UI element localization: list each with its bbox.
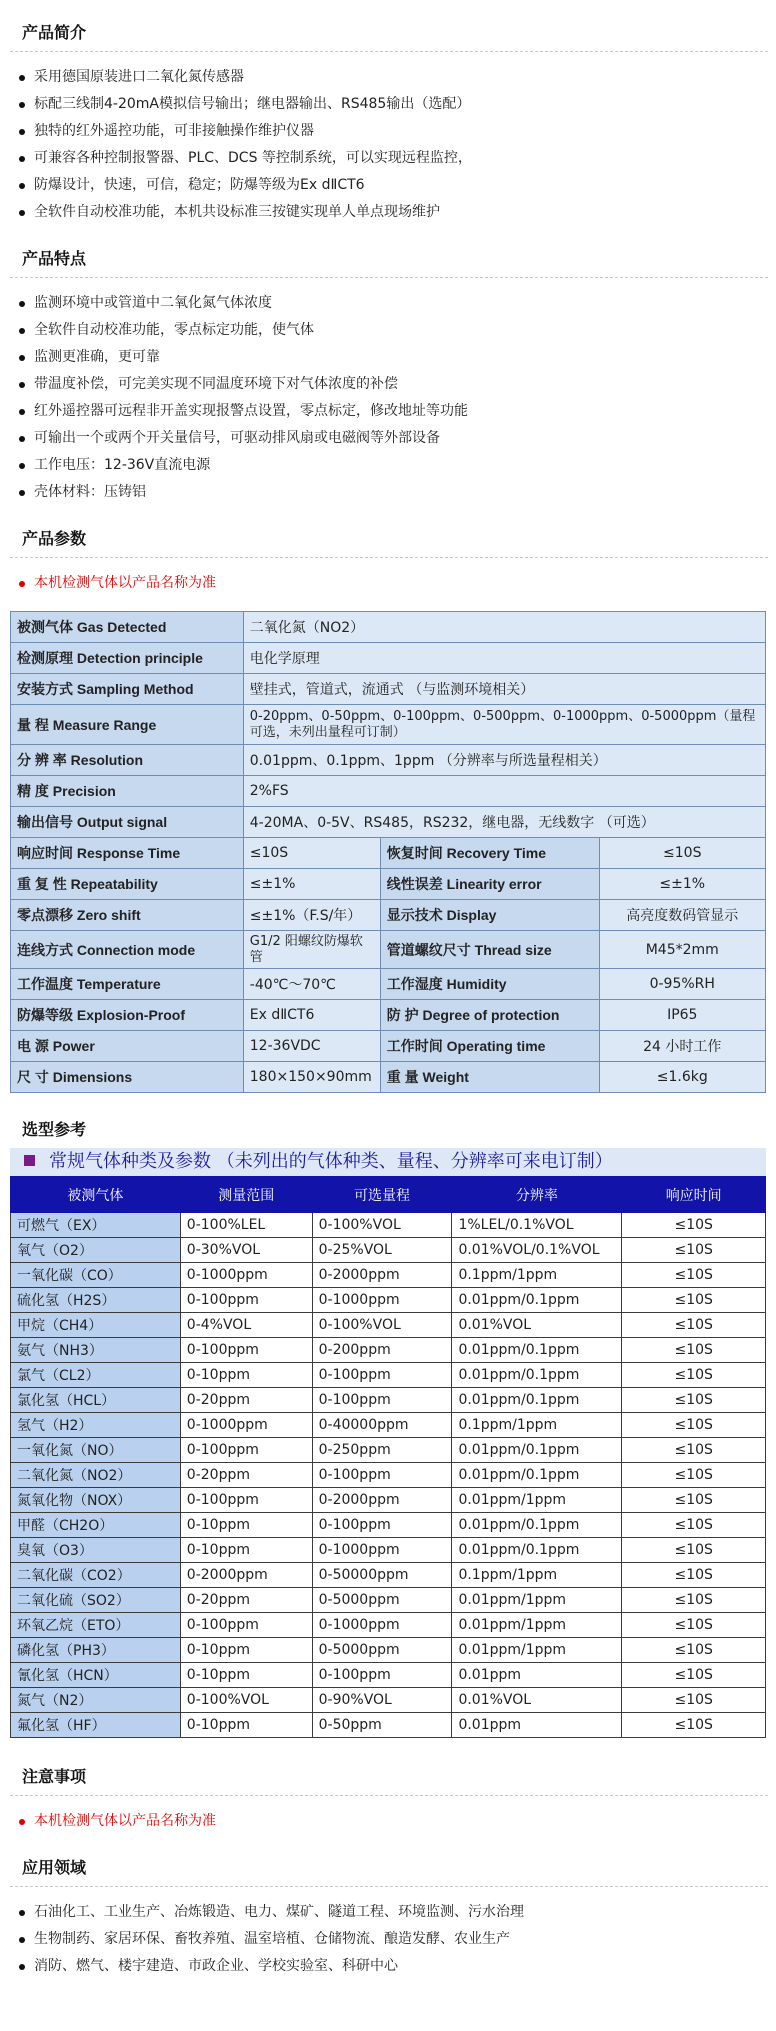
column-header: 可选量程 — [312, 1177, 452, 1213]
table-row — [11, 1363, 766, 1388]
gas-value-cell: 0-100ppm — [180, 1288, 312, 1313]
gas-value-cell: 0.01%VOL/0.1%VOL — [452, 1238, 622, 1263]
gas-value-cell: 0-100ppm — [180, 1488, 312, 1513]
selection-title: 选型参考 — [22, 1120, 87, 1139]
param-value: G1/2 阳螺纹防爆软管 — [243, 931, 380, 969]
table-row — [11, 807, 766, 838]
table-row — [11, 1563, 766, 1588]
table-row — [11, 1513, 766, 1538]
gas-value-cell: 0-20ppm — [180, 1588, 312, 1613]
gas-value-cell: 0-5000ppm — [312, 1638, 452, 1663]
gas-value-cell: 0-200ppm — [312, 1338, 452, 1363]
gas-banner-text: 常规气体种类及参数 （未列出的气体种类、量程、分辨率可来电订制） — [49, 1151, 613, 1172]
param-value: 0.01ppm、0.1ppm、1ppm （分辨率与所选量程相关） — [243, 745, 765, 776]
gas-value-cell: 0-5000ppm — [312, 1588, 452, 1613]
table-row — [11, 1413, 766, 1438]
gas-value-cell: 0-2000ppm — [180, 1563, 312, 1588]
gas-value-cell: 0.01ppm — [452, 1713, 622, 1738]
param-label: 分 辨 率 Resolution — [11, 745, 244, 776]
gas-value-cell: 0-1000ppm — [312, 1613, 452, 1638]
gas-name-cell: 甲醛（CH2O） — [11, 1513, 181, 1538]
gas-name-cell: 甲烷（CH4） — [11, 1313, 181, 1338]
param-value: 2%FS — [243, 776, 765, 807]
param-label: 安装方式 Sampling Method — [11, 674, 244, 705]
param-value: 12-36VDC — [243, 1031, 380, 1062]
table-row — [11, 1031, 766, 1062]
gas-value-cell: 0-100ppm — [180, 1438, 312, 1463]
param-label: 防 护 Degree of protection — [380, 1000, 599, 1031]
gas-value-cell: 0-2000ppm — [312, 1488, 452, 1513]
param-label: 恢复时间 Recovery Time — [380, 838, 599, 869]
list-item: 本机检测气体以产品名称为准 — [34, 1808, 768, 1835]
param-value: 4-20MA、0-5V、RS485，RS232，继电器，无线数字 （可选） — [243, 807, 765, 838]
column-header: 分辨率 — [452, 1177, 622, 1213]
list-item: 生物制药、家居环保、畜牧养殖、温室培植、仓储物流、酿造发酵、农业生产 — [34, 1926, 768, 1953]
gas-name-cell: 二氧化碳（CO2） — [11, 1563, 181, 1588]
gas-value-cell: ≤10S — [622, 1538, 766, 1563]
gas-name-cell: 氮氧化物（NOX） — [11, 1488, 181, 1513]
table-row — [11, 1062, 766, 1093]
param-value: ≤±1% — [243, 869, 380, 900]
param-value: 24 小时工作 — [599, 1031, 765, 1062]
gas-name-cell: 氮气（N2） — [11, 1688, 181, 1713]
param-label: 响应时间 Response Time — [11, 838, 244, 869]
gas-value-cell: 0.01ppm/1ppm — [452, 1613, 622, 1638]
param-label: 零点漂移 Zero shift — [11, 900, 244, 931]
gas-name-cell: 一氧化碳（CO） — [11, 1263, 181, 1288]
table-row — [11, 931, 766, 969]
table-row — [11, 1688, 766, 1713]
table-row — [11, 1338, 766, 1363]
gas-value-cell: 0.01ppm/1ppm — [452, 1588, 622, 1613]
list-item: 工作电压：12-36V直流电源 — [34, 452, 768, 479]
param-value: ≤10S — [243, 838, 380, 869]
gas-name-cell: 氨气（NH3） — [11, 1338, 181, 1363]
gas-value-cell: 0.01ppm/0.1ppm — [452, 1388, 622, 1413]
gas-value-cell: ≤10S — [622, 1688, 766, 1713]
params-note: 本机检测气体以产品名称为准 — [34, 570, 768, 597]
list-item: 全软件自动校准功能，零点标定功能，使气体 — [34, 317, 768, 344]
gas-value-cell: 0.01ppm/0.1ppm — [452, 1513, 622, 1538]
features-title: 产品特点 — [10, 226, 768, 278]
table-row — [11, 838, 766, 869]
param-label: 重 复 性 Repeatability — [11, 869, 244, 900]
param-value: 电化学原理 — [243, 643, 765, 674]
param-label: 电 源 Power — [11, 1031, 244, 1062]
gas-name-cell: 氯化氢（HCL） — [11, 1388, 181, 1413]
gas-value-cell: 0-10ppm — [180, 1713, 312, 1738]
gas-name-cell: 硫化氢（H2S） — [11, 1288, 181, 1313]
list-item: 防爆设计，快速，可信，稳定；防爆等级为Ex dⅡCT6 — [34, 172, 768, 199]
list-item: 监测更准确，更可靠 — [34, 344, 768, 371]
list-item: 独特的红外遥控功能，可非接触操作维护仪器 — [34, 118, 768, 145]
gas-value-cell: 0-90%VOL — [312, 1688, 452, 1713]
table-row — [11, 1588, 766, 1613]
gas-value-cell: ≤10S — [622, 1413, 766, 1438]
table-row — [11, 1438, 766, 1463]
gas-value-cell: 0-10ppm — [180, 1363, 312, 1388]
gas-value-cell: 0-50ppm — [312, 1713, 452, 1738]
gas-value-cell: ≤10S — [622, 1613, 766, 1638]
gas-value-cell: ≤10S — [622, 1388, 766, 1413]
param-label: 重 量 Weight — [380, 1062, 599, 1093]
list-item: 采用德国原装进口二氧化氮传感器 — [34, 64, 768, 91]
gas-value-cell: 0.01%VOL — [452, 1313, 622, 1338]
params-note-list — [10, 570, 768, 597]
gas-value-cell: 0.01ppm/0.1ppm — [452, 1363, 622, 1388]
notes-title: 注意事项 — [10, 1738, 768, 1796]
param-value: ≤±1% — [599, 869, 765, 900]
param-value: Ex dⅡCT6 — [243, 1000, 380, 1031]
gas-value-cell: 0-10ppm — [180, 1663, 312, 1688]
table-row — [11, 1213, 766, 1238]
table-row — [11, 869, 766, 900]
gas-banner — [10, 1148, 766, 1176]
gas-value-cell: 0-100ppm — [312, 1388, 452, 1413]
gas-value-cell: ≤10S — [622, 1238, 766, 1263]
gas-value-cell: 0.01ppm/0.1ppm — [452, 1463, 622, 1488]
table-row — [11, 1263, 766, 1288]
gas-value-cell: 0-100%LEL — [180, 1213, 312, 1238]
column-header: 被测气体 — [11, 1177, 181, 1213]
gas-value-cell: ≤10S — [622, 1638, 766, 1663]
param-label: 输出信号 Output signal — [11, 807, 244, 838]
gas-value-cell: 0-1000ppm — [312, 1538, 452, 1563]
table-row — [11, 705, 766, 745]
list-item: 标配三线制4-20mA模拟信号输出；继电器输出、RS485输出（选配） — [34, 91, 768, 118]
intro-title: 产品简介 — [10, 0, 768, 52]
gas-value-cell: ≤10S — [622, 1513, 766, 1538]
gas-value-cell: 0.01ppm/0.1ppm — [452, 1538, 622, 1563]
list-item: 石油化工、工业生产、冶炼锻造、电力、煤矿、隧道工程、环境监测、污水治理 — [34, 1899, 768, 1926]
table-row — [11, 612, 766, 643]
gas-table-body — [11, 1213, 766, 1738]
gas-value-cell: 0-25%VOL — [312, 1238, 452, 1263]
table-row — [11, 969, 766, 1000]
gas-value-cell: 0-250ppm — [312, 1438, 452, 1463]
param-value: 180×150×90mm — [243, 1062, 380, 1093]
table-row — [11, 1288, 766, 1313]
gas-name-cell: 二氧化氮（NO2） — [11, 1463, 181, 1488]
list-item: 带温度补偿，可完美实现不同温度环境下对气体浓度的补偿 — [34, 371, 768, 398]
gas-name-cell: 环氧乙烷（ETO） — [11, 1613, 181, 1638]
params-table — [10, 611, 766, 1093]
gas-value-cell: 0-20ppm — [180, 1463, 312, 1488]
gas-value-cell: 0-40000ppm — [312, 1413, 452, 1438]
list-item: 可输出一个或两个开关量信号，可驱动排风扇或电磁阀等外部设备 — [34, 425, 768, 452]
table-row — [11, 745, 766, 776]
param-label: 工作湿度 Humidity — [380, 969, 599, 1000]
gas-value-cell: 0-100ppm — [180, 1613, 312, 1638]
param-value: IP65 — [599, 1000, 765, 1031]
param-value: 二氧化氮（NO2） — [243, 612, 765, 643]
gas-value-cell: 0-1000ppm — [180, 1263, 312, 1288]
param-value: ≤1.6kg — [599, 1062, 765, 1093]
gas-value-cell: 0.01ppm — [452, 1663, 622, 1688]
gas-value-cell: 0-100ppm — [312, 1513, 452, 1538]
list-item: 壳体材料：压铸铝 — [34, 479, 768, 506]
intro-list — [10, 64, 768, 226]
gas-value-cell: 0-1000ppm — [312, 1288, 452, 1313]
gas-table — [10, 1176, 766, 1738]
gas-value-cell: ≤10S — [622, 1213, 766, 1238]
gas-value-cell: ≤10S — [622, 1488, 766, 1513]
table-row — [11, 1000, 766, 1031]
param-value: 0-95%RH — [599, 969, 765, 1000]
gas-header-row — [11, 1177, 766, 1213]
gas-name-cell: 二氧化硫（SO2） — [11, 1588, 181, 1613]
params-title: 产品参数 — [10, 506, 768, 558]
gas-value-cell: 0.01%VOL — [452, 1688, 622, 1713]
list-item: 可兼容各种控制报警器、PLC、DCS 等控制系统，可以实现远程监控， — [34, 145, 768, 172]
gas-value-cell: 0.01ppm/0.1ppm — [452, 1288, 622, 1313]
param-value: -40℃～70℃ — [243, 969, 380, 1000]
gas-value-cell: 0-100ppm — [312, 1663, 452, 1688]
gas-name-cell: 氰化氢（HCN） — [11, 1663, 181, 1688]
gas-value-cell: 0.1ppm/1ppm — [452, 1563, 622, 1588]
gas-value-cell: 1%LEL/0.1%VOL — [452, 1213, 622, 1238]
gas-value-cell: 0-4%VOL — [180, 1313, 312, 1338]
gas-value-cell: ≤10S — [622, 1438, 766, 1463]
param-label: 检测原理 Detection principle — [11, 643, 244, 674]
table-row — [11, 1663, 766, 1688]
gas-name-cell: 可燃气（EX） — [11, 1213, 181, 1238]
gas-value-cell: 0-10ppm — [180, 1513, 312, 1538]
table-row — [11, 674, 766, 705]
gas-value-cell: 0.1ppm/1ppm — [452, 1413, 622, 1438]
gas-value-cell: ≤10S — [622, 1263, 766, 1288]
gas-value-cell: 0-100ppm — [312, 1463, 452, 1488]
gas-value-cell: ≤10S — [622, 1663, 766, 1688]
gas-value-cell: 0-100%VOL — [312, 1213, 452, 1238]
param-value: 壁挂式，管道式，流通式 （与监测环境相关） — [243, 674, 765, 705]
gas-value-cell: ≤10S — [622, 1588, 766, 1613]
column-header: 测量范围 — [180, 1177, 312, 1213]
gas-name-cell: 氢气（H2） — [11, 1413, 181, 1438]
applications-list — [10, 1899, 768, 1980]
gas-value-cell: 0-20ppm — [180, 1388, 312, 1413]
gas-value-cell: ≤10S — [622, 1563, 766, 1588]
applications-title: 应用领域 — [10, 1835, 768, 1887]
table-row — [11, 776, 766, 807]
param-label: 管道螺纹尺寸 Thread size — [380, 931, 599, 969]
table-row — [11, 1713, 766, 1738]
param-label: 量 程 Measure Range — [11, 705, 244, 745]
table-row — [11, 1613, 766, 1638]
param-label: 工作时间 Operating time — [380, 1031, 599, 1062]
param-label: 精 度 Precision — [11, 776, 244, 807]
gas-value-cell: 0-30%VOL — [180, 1238, 312, 1263]
list-item: 红外遥控器可远程非开盖实现报警点设置，零点标定，修改地址等功能 — [34, 398, 768, 425]
gas-value-cell: 0-100%VOL — [180, 1688, 312, 1713]
table-row — [11, 900, 766, 931]
gas-name-cell: 磷化氢（PH3） — [11, 1638, 181, 1663]
notes-list — [10, 1808, 768, 1835]
gas-value-cell: ≤10S — [622, 1363, 766, 1388]
gas-name-cell: 氧气（O2） — [11, 1238, 181, 1263]
gas-name-cell: 臭氧（O3） — [11, 1538, 181, 1563]
gas-value-cell: 0-10ppm — [180, 1538, 312, 1563]
param-label: 尺 寸 Dimensions — [11, 1062, 244, 1093]
gas-value-cell: ≤10S — [622, 1288, 766, 1313]
gas-name-cell: 氟化氢（HF） — [11, 1713, 181, 1738]
param-value: 0-20ppm、0-50ppm、0-100ppm、0-500ppm、0-1000ppm、0-5000ppm（量程可选，未列出量程可订制） — [243, 705, 765, 745]
table-row — [11, 1238, 766, 1263]
table-row — [11, 1313, 766, 1338]
table-row — [11, 1388, 766, 1413]
gas-value-cell: 0-100ppm — [180, 1338, 312, 1363]
gas-value-cell: 0-1000ppm — [180, 1413, 312, 1438]
table-row — [11, 1638, 766, 1663]
param-value: ≤10S — [599, 838, 765, 869]
gas-value-cell: 0-100%VOL — [312, 1313, 452, 1338]
column-header: 响应时间 — [622, 1177, 766, 1213]
param-label: 被测气体 Gas Detected — [11, 612, 244, 643]
gas-value-cell: 0.01ppm/1ppm — [452, 1488, 622, 1513]
param-label: 线性误差 Linearity error — [380, 869, 599, 900]
param-label: 显示技术 Display — [380, 900, 599, 931]
param-value: ≤±1%（F.S/年） — [243, 900, 380, 931]
gas-value-cell: 0-10ppm — [180, 1638, 312, 1663]
gas-value-cell: 0-50000ppm — [312, 1563, 452, 1588]
param-label: 连线方式 Connection mode — [11, 931, 244, 969]
gas-name-cell: 氯气（CL2） — [11, 1363, 181, 1388]
list-item: 全软件自动校准功能，本机共设标准三按键实现单人单点现场维护 — [34, 199, 768, 226]
gas-value-cell: 0.01ppm/0.1ppm — [452, 1338, 622, 1363]
gas-value-cell: 0.01ppm/1ppm — [452, 1638, 622, 1663]
gas-value-cell: ≤10S — [622, 1338, 766, 1363]
gas-value-cell: ≤10S — [622, 1713, 766, 1738]
table-row — [11, 1463, 766, 1488]
param-label: 防爆等级 Explosion-Proof — [11, 1000, 244, 1031]
gas-value-cell: ≤10S — [622, 1313, 766, 1338]
param-value: 高亮度数码管显示 — [599, 900, 765, 931]
table-row — [11, 1488, 766, 1513]
square-bullet-icon — [24, 1155, 35, 1166]
gas-value-cell: 0.1ppm/1ppm — [452, 1263, 622, 1288]
gas-name-cell: 一氧化氮（NO） — [11, 1438, 181, 1463]
gas-value-cell: ≤10S — [622, 1463, 766, 1488]
param-value: M45*2mm — [599, 931, 765, 969]
gas-value-cell: 0.01ppm/0.1ppm — [452, 1438, 622, 1463]
table-row — [11, 643, 766, 674]
param-label: 工作温度 Temperature — [11, 969, 244, 1000]
features-list — [10, 290, 768, 506]
table-row — [11, 1538, 766, 1563]
list-item: 监测环境中或管道中二氧化氮气体浓度 — [34, 290, 768, 317]
gas-value-cell: 0-2000ppm — [312, 1263, 452, 1288]
gas-value-cell: 0-100ppm — [312, 1363, 452, 1388]
list-item: 消防、燃气、楼宇建造、市政企业、学校实验室、科研中心 — [34, 1953, 768, 1980]
